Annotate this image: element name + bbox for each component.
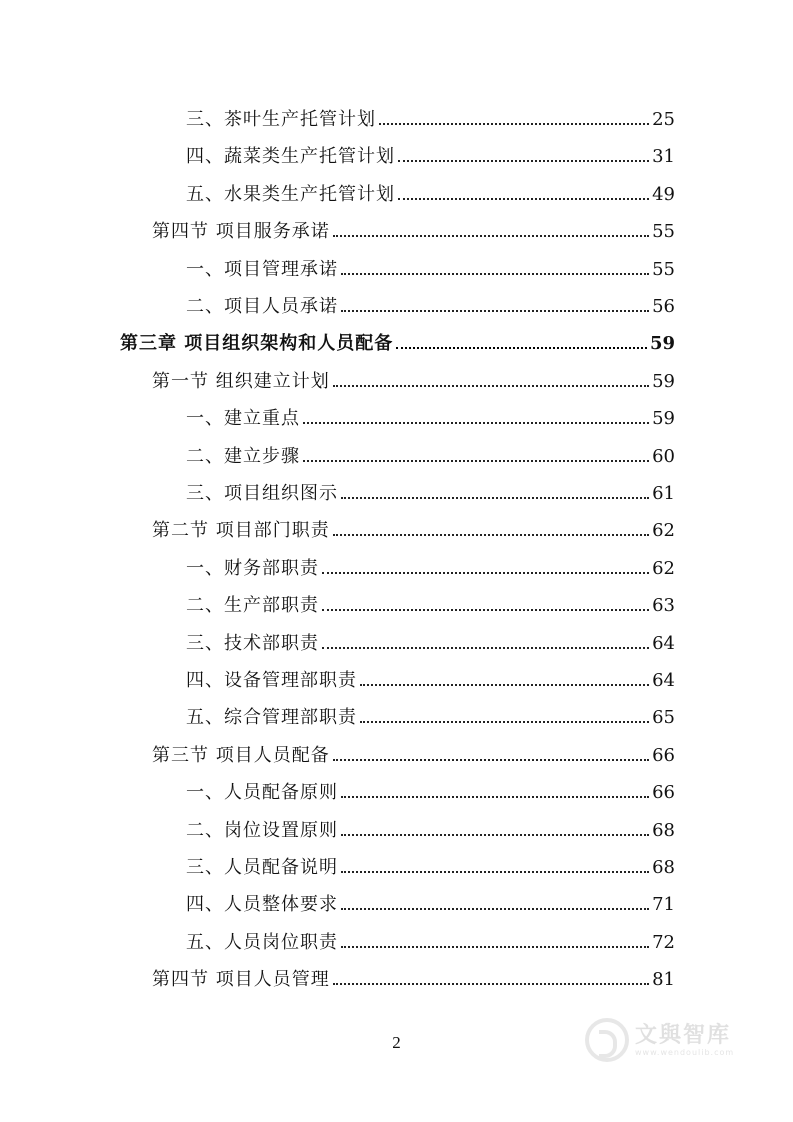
toc-entry-label: 四、蔬菜类生产托管计划 bbox=[186, 146, 395, 168]
toc-dot-leader bbox=[333, 235, 649, 237]
toc-entry-label: 三、人员配备说明 bbox=[186, 857, 338, 878]
toc-entry-page: 66 bbox=[652, 744, 675, 766]
toc-entry-page: 31 bbox=[652, 146, 675, 168]
toc-dot-leader bbox=[322, 572, 649, 574]
toc-entry-page: 66 bbox=[652, 782, 675, 804]
toc-entry-item[interactable] bbox=[186, 288, 675, 318]
toc-entry-label: 一、项目管理承诺 bbox=[186, 258, 338, 280]
toc-entry-item[interactable] bbox=[186, 251, 675, 281]
toc-entry-label: 五、人员岗位职责 bbox=[186, 931, 338, 953]
toc-entry-section[interactable] bbox=[152, 737, 675, 767]
toc-dot-leader bbox=[341, 796, 649, 798]
toc-entry-page: 62 bbox=[652, 520, 675, 542]
toc-entry-page: 56 bbox=[652, 296, 675, 317]
toc-entry-item[interactable] bbox=[186, 587, 675, 617]
toc-entry-label: 第四节 项目服务承诺 bbox=[152, 221, 330, 243]
toc-entry-item[interactable] bbox=[186, 924, 675, 954]
toc-entry-page: 49 bbox=[652, 183, 675, 205]
toc-dot-leader bbox=[341, 310, 649, 312]
toc-dot-leader bbox=[360, 721, 649, 723]
toc-entry-item[interactable] bbox=[186, 176, 675, 206]
toc-dot-leader bbox=[398, 198, 649, 200]
toc-entry-label: 第三节 项目人员配备 bbox=[152, 744, 330, 766]
toc-entry-section[interactable] bbox=[152, 512, 675, 542]
toc-entry-item[interactable] bbox=[186, 886, 675, 916]
toc-entry-page: 68 bbox=[652, 857, 675, 878]
toc-entry-item[interactable] bbox=[186, 699, 675, 729]
toc-dot-leader bbox=[396, 347, 647, 349]
toc-entry-page: 62 bbox=[652, 557, 675, 579]
toc-entry-item[interactable] bbox=[186, 101, 675, 131]
toc-entry-label: 二、建立步骤 bbox=[186, 445, 300, 467]
toc-entry-item[interactable] bbox=[186, 438, 675, 468]
toc-entry-item[interactable] bbox=[186, 550, 675, 580]
toc-entry-label: 五、综合管理部职责 bbox=[186, 707, 357, 729]
toc-entry-page: 25 bbox=[652, 109, 675, 130]
toc-entry-page: 72 bbox=[652, 931, 675, 953]
toc-entry-label: 二、项目人员承诺 bbox=[186, 296, 338, 317]
toc-entry-page: 59 bbox=[652, 370, 675, 392]
toc-dot-leader bbox=[360, 684, 649, 686]
toc-dot-leader bbox=[333, 534, 649, 536]
toc-entry-label: 五、水果类生产托管计划 bbox=[186, 183, 395, 205]
toc-dot-leader bbox=[379, 123, 649, 125]
toc-dot-leader bbox=[322, 609, 649, 611]
toc-entry-label: 第一节 组织建立计划 bbox=[152, 370, 330, 392]
toc-entry-page: 60 bbox=[652, 445, 675, 467]
toc-entry-page: 65 bbox=[652, 707, 675, 729]
watermark-title: 文與智库 bbox=[635, 1022, 732, 1048]
toc-dot-leader bbox=[341, 273, 649, 275]
toc-dot-leader bbox=[398, 160, 649, 162]
watermark-logo-icon bbox=[585, 1018, 629, 1062]
toc-dot-leader bbox=[322, 647, 649, 649]
toc-entry-item[interactable] bbox=[186, 662, 675, 692]
toc-dot-leader bbox=[341, 946, 649, 948]
toc-entry-page: 64 bbox=[652, 632, 675, 654]
toc-entry-page: 63 bbox=[652, 595, 675, 617]
toc-entry-label: 第三章 项目组织架构和人员配备 bbox=[120, 333, 394, 355]
toc-entry-label: 三、茶叶生产托管计划 bbox=[186, 109, 376, 130]
toc-entry-page: 59 bbox=[649, 333, 675, 355]
toc-dot-leader bbox=[333, 385, 649, 387]
toc-entry-section[interactable] bbox=[152, 213, 675, 243]
toc-entry-section[interactable] bbox=[152, 363, 675, 393]
toc-entry-item[interactable] bbox=[186, 625, 675, 655]
toc-dot-leader bbox=[303, 422, 649, 424]
toc-entry-item[interactable] bbox=[186, 400, 675, 430]
toc-dot-leader bbox=[341, 497, 649, 499]
toc-entry-page: 71 bbox=[652, 894, 675, 916]
toc-entry-label: 四、人员整体要求 bbox=[186, 894, 338, 916]
toc-entry-section[interactable] bbox=[152, 961, 675, 991]
toc-entry-page: 64 bbox=[652, 670, 675, 691]
watermark bbox=[585, 1018, 734, 1062]
toc-entry-page: 61 bbox=[652, 483, 675, 504]
toc-entry-label: 四、设备管理部职责 bbox=[186, 670, 357, 691]
toc-entry-page: 55 bbox=[652, 258, 675, 280]
toc-entry-page: 68 bbox=[652, 819, 675, 841]
toc-entry-item[interactable] bbox=[186, 475, 675, 505]
toc-entry-item[interactable] bbox=[186, 849, 675, 879]
toc-entry-item[interactable] bbox=[186, 138, 675, 168]
toc-entry-label: 第四节 项目人员管理 bbox=[152, 969, 330, 991]
toc-dot-leader bbox=[333, 759, 649, 761]
toc-entry-page: 59 bbox=[652, 408, 675, 430]
toc-dot-leader bbox=[341, 834, 649, 836]
toc-entry-item[interactable] bbox=[186, 812, 675, 842]
toc-entry-label: 一、人员配备原则 bbox=[186, 782, 338, 804]
toc-dot-leader bbox=[341, 871, 649, 873]
toc-entry-label: 二、生产部职责 bbox=[186, 595, 319, 617]
watermark-url: www.wendoulib.com bbox=[635, 1047, 735, 1057]
toc-dot-leader bbox=[303, 460, 649, 462]
toc-entry-label: 第二节 项目部门职责 bbox=[152, 520, 330, 542]
toc-entry-page: 55 bbox=[652, 221, 675, 243]
toc-entry-item[interactable] bbox=[186, 774, 675, 804]
toc-dot-leader bbox=[341, 908, 649, 910]
toc-entry-label: 一、财务部职责 bbox=[186, 557, 319, 579]
toc-dot-leader bbox=[333, 983, 649, 985]
toc-entry-label: 一、建立重点 bbox=[186, 408, 300, 430]
toc-entry-label: 二、岗位设置原则 bbox=[186, 819, 338, 841]
watermark-text bbox=[635, 1024, 734, 1057]
toc-entry-page: 81 bbox=[652, 969, 675, 991]
toc-entry-chapter[interactable] bbox=[120, 325, 675, 355]
page-number: 2 bbox=[392, 1033, 401, 1052]
toc-entry-label: 三、项目组织图示 bbox=[186, 483, 338, 504]
toc-entry-label: 三、技术部职责 bbox=[186, 632, 319, 654]
